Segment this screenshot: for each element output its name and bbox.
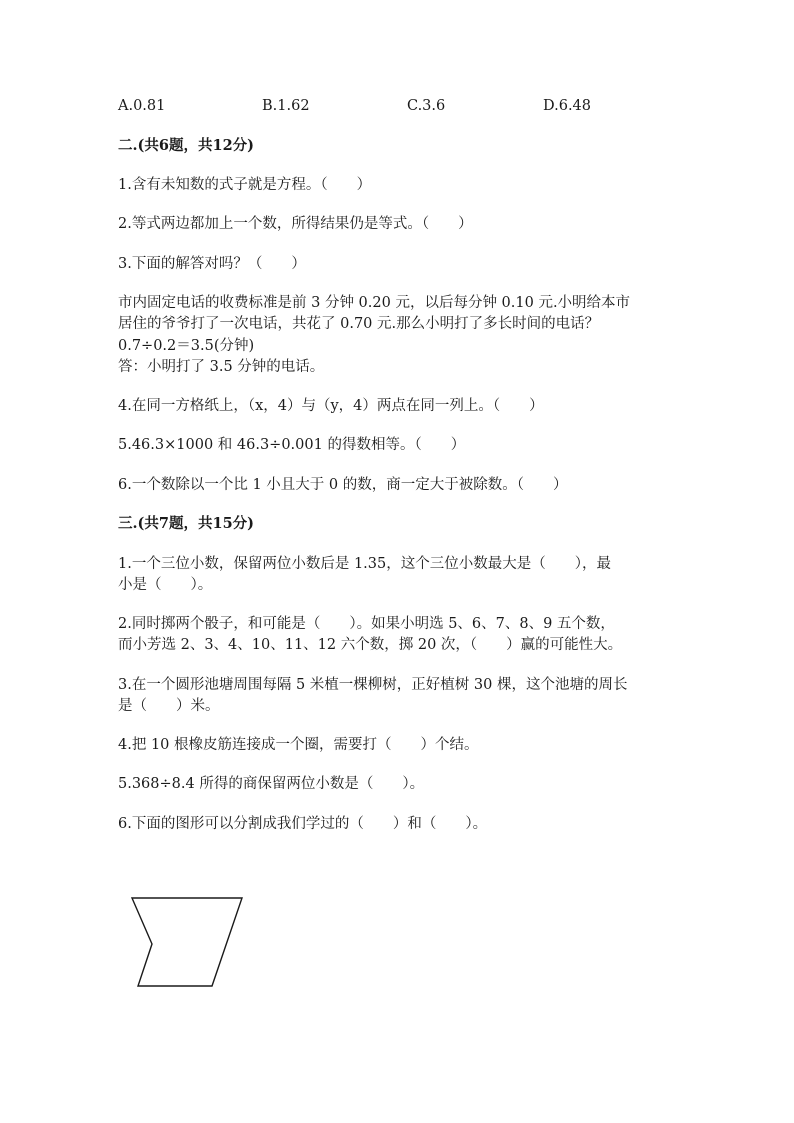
s3-question-1-line-1: 1.一个三位小数，保留两位小数后是 1.35，这个三位小数最大是（ ），最 xyxy=(118,556,611,572)
s2-question-4: 4.在同一方格纸上，（x，4）与（y，4）两点在同一列上。（ ） xyxy=(118,398,544,414)
s2-q3-calculation: 0.7÷0.2＝3.5(分钟) xyxy=(118,338,255,354)
s2-q3-text-line-2: 居住的爷爷打了一次电话，共花了 0.70 元.那么小明打了多长时间的电话？ xyxy=(118,316,600,332)
s2-q3-answer: 答：小明打了 3.5 分钟的电话。 xyxy=(118,359,325,375)
composite-shape-figure xyxy=(118,888,248,992)
option-c: C.3.6 xyxy=(407,98,446,114)
option-b: B.1.62 xyxy=(262,98,310,114)
option-d: D.6.48 xyxy=(543,98,592,114)
s3-question-5: 5.368÷8.4 所得的商保留两位小数是（ ）。 xyxy=(118,776,425,792)
s2-question-1: 1.含有未知数的式子就是方程。（ ） xyxy=(118,177,372,193)
s3-question-2-line-2: 而小芳选 2、3、4、10、11、12 六个数，掷 20 次，（ ）赢的可能性大。 xyxy=(118,637,623,653)
s3-question-2-line-1: 2.同时掷两个骰子，和可能是（ ）。如果小明选 5、6、7、8、9 五个数， xyxy=(118,616,615,632)
s2-q3-text-line-1: 市内固定电话的收费标准是前 3 分钟 0.20 元，以后每分钟 0.10 元.小明给本市 xyxy=(118,295,631,311)
s3-question-3-line-1: 3.在一个圆形池塘周围每隔 5 米植一棵柳树，正好植树 30 棵，这个池塘的周长 xyxy=(118,677,628,693)
s3-question-4: 4.把 10 根橡皮筋连接成一个圈，需要打（ ）个结。 xyxy=(118,737,479,753)
s3-question-3-line-2: 是（ ）米。 xyxy=(118,698,220,714)
section2-heading: 二.(共6题，共12分) xyxy=(118,137,255,154)
s2-question-6: 6.一个数除以一个比 1 小且大于 0 的数，商一定大于被除数。（ ） xyxy=(118,477,568,493)
s2-question-2: 2.等式两边都加上一个数，所得结果仍是等式。（ ） xyxy=(118,216,473,232)
s2-question-5: 5.46.3×1000 和 46.3÷0.001 的得数相等。（ ） xyxy=(118,437,466,453)
section3-heading: 三.(共7题，共15分) xyxy=(118,515,255,532)
s3-question-6: 6.下面的图形可以分割成我们学过的（ ）和（ ）。 xyxy=(118,816,488,832)
s2-question-3: 3.下面的解答对吗？（ ） xyxy=(118,256,306,272)
s3-question-1-line-2: 小是（ ）。 xyxy=(118,577,213,593)
composite-shape-outline xyxy=(132,898,242,986)
option-a: A.0.81 xyxy=(118,98,166,114)
